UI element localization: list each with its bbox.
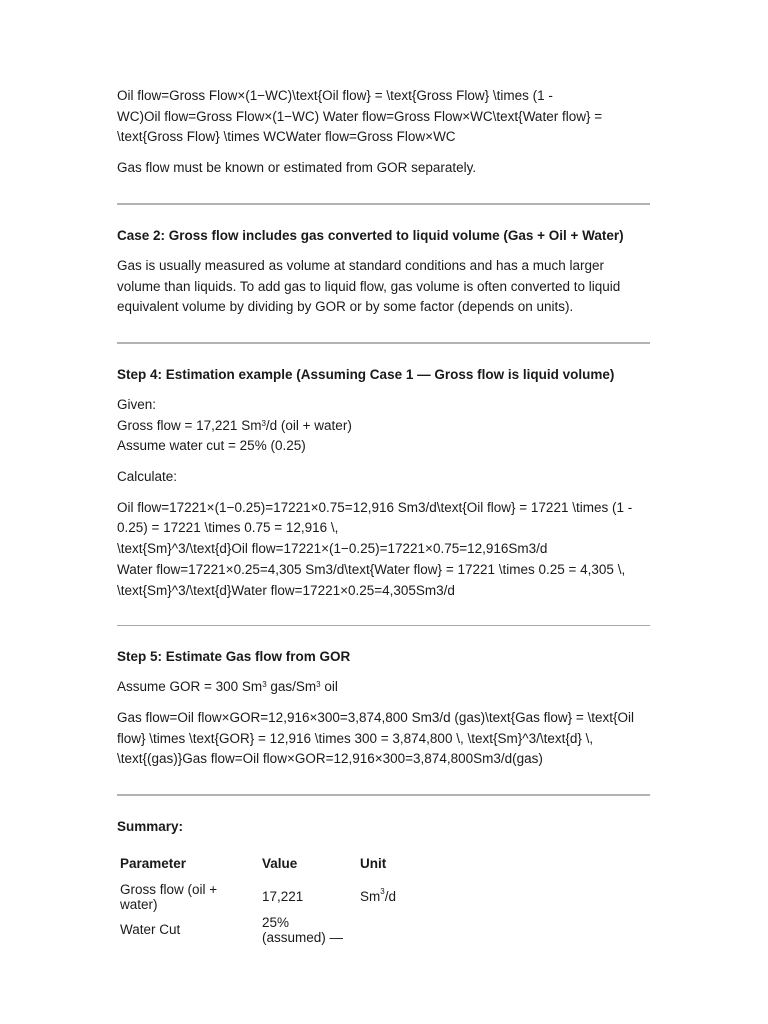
divider [117, 794, 650, 796]
cell-unit: Sm$^3$/d [360, 887, 396, 905]
oil-flow-calc-line-3: \text{Sm}^3/\text{d}Oil flow=17221×(1−0.25)=17221×0.75=12,916Sm3/d [117, 541, 548, 557]
case-2-heading: Case 2: Gross flow includes gas converted to liquid volume (Gas + Oil + Water) [117, 227, 624, 243]
gross-flow-given: Gross flow = 17,221 Sm$^3$/d (oil + water) [117, 417, 352, 433]
water-flow-formula-line-3: \text{Gross Flow} \times WCWater flow=Gross Flow×WC [117, 129, 456, 145]
table-row [117, 880, 443, 913]
case-2-text-line-1: Gas is usually measured as volume at standard conditions and has a much larger [117, 257, 605, 273]
table-row [117, 913, 443, 946]
gas-flow-calc-line-1: Gas flow=Oil flow×GOR=12,916×300=3,874,800 Sm3/d (gas)\text{Gas flow} = \text{Oil [117, 709, 635, 725]
oil-flow-formula-line-1: Oil flow=Gross Flow×(1−WC)\text{Oil flow} = \text{Gross Flow} \times (1 - [117, 88, 553, 103]
gas-flow-note: Gas flow must be known or estimated from GOR separately. [117, 160, 477, 176]
divider [117, 625, 650, 626]
cell-value: 25% (assumed) — [262, 914, 344, 945]
case-2-text-line-2: volume than liquids. To add gas to liquid flow, gas volume is often converted to liquid [117, 278, 621, 294]
water-cut-given: Assume water cut = 25% (0.25) [117, 438, 306, 454]
divider [117, 203, 650, 205]
step-5-heading: Step 5: Estimate Gas flow from GOR [117, 649, 351, 665]
cell-parameter: Gross flow (oil + water) [120, 881, 218, 912]
divider [117, 342, 650, 344]
water-flow-calc-line-2: \text{Sm}^3/\text{d}Water flow=17221×0.25=4,305Sm3/d [117, 582, 455, 598]
column-header-unit: Unit [360, 856, 387, 872]
gas-flow-calc-line-2: flow} \times \text{GOR} = 12,916 \times 300 = 3,874,800 \, \text{Sm}^3/\text{d} \, [117, 730, 594, 746]
column-header-value: Value [262, 856, 298, 872]
step-4-heading: Step 4: Estimation example (Assuming Case 1 — Gross flow is liquid volume) [117, 366, 615, 382]
oil-flow-formula-line-2: WC)Oil flow=Gross Flow×(1−WC) Water flow=Gross Flow×WC\text{Water flow} = [117, 108, 603, 124]
summary-heading: Summary: [117, 819, 184, 835]
document-page [117, 86, 650, 946]
given-label: Given: [117, 396, 157, 412]
gas-flow-calc-line-3: \text{(gas)}Gas flow=Oil flow×GOR=12,916×300=3,874,800Sm3/d(gas) [117, 751, 543, 767]
column-header-parameter: Parameter [120, 856, 187, 872]
cell-parameter: Water Cut [120, 922, 181, 938]
summary-table-header [117, 847, 443, 880]
water-flow-calc-line-1: Water flow=17221×0.25=4,305 Sm3/d\text{Water flow} = 17221 \times 0.25 = 4,305 \, [117, 561, 626, 577]
oil-flow-calc-line-2: 0.25) = 17221 \times 0.75 = 12,916 \, [117, 520, 339, 536]
summary-table [117, 847, 443, 946]
oil-flow-calc-line-1: Oil flow=17221×(1−0.25)=17221×0.75=12,916 Sm3/d\text{Oil flow} = 17221 \times (1 - [117, 499, 633, 515]
cell-value: 17,221 [262, 889, 304, 905]
calculate-label: Calculate: [117, 469, 178, 485]
case-2-text-line-3: equivalent volume by dividing by GOR or by some factor (depends on units). [117, 299, 574, 315]
gor-assumption: Assume GOR = 300 Sm$^3$ gas/Sm$^3$ oil [117, 679, 338, 695]
cell-unit [357, 913, 443, 946]
